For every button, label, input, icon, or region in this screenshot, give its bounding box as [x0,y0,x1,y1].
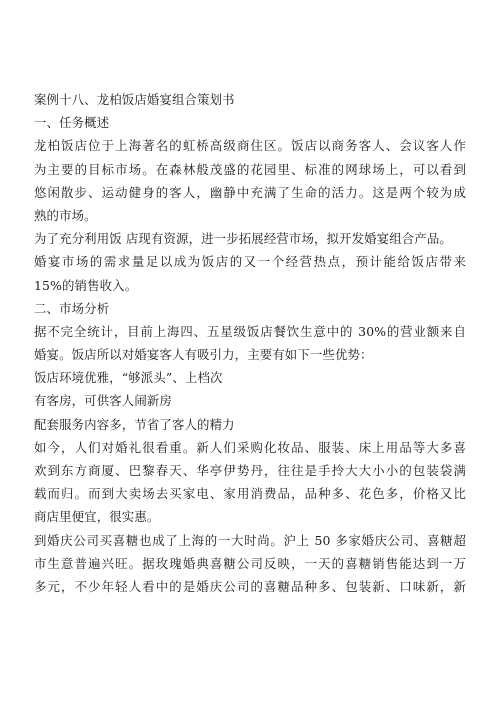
paragraph-line: 欢到东方商厦、巴黎春天、华亭伊势丹，往往是手拎大大小小的包装袋满 [34,463,466,478]
advantage-item: 饭店环境优雅，“够派头”、上档次 [34,370,223,386]
paragraph-line: 如今，人们对婚礼很看重。新人们采购化妆品、服装、床上用品等大多喜 [34,439,466,455]
paragraph-line: 15%的销售收入。 [34,277,138,293]
paragraph-line: 龙柏饭店位于上海著名的虹桥高级商住区。饭店以商务客人、会议客人作 [34,138,466,154]
paragraph-line: 载而归。而到大卖场去买家电、家用消费品，品种多、花色多，价格又比 [34,486,466,502]
document-body [34,88,466,598]
paragraph-line: 为主要的目标市场。在森林般茂盛的花园里、标准的网球场上，可以看到 [34,161,466,177]
paragraph-line: 到婚庆公司买喜糖也成了上海的一大时尚。沪上 50 多家婚庆公司、喜糖超 [34,532,466,548]
section-heading-task-overview: 一、任务概述 [34,115,110,131]
paragraph-line: 悠闲散步、运动健身的客人，幽静中充满了生命的活力。这是两个较为成 [34,184,466,200]
paragraph-line: 婚宴市场的需求量足以成为饭店的又一个经营热点，预计能给饭店带来 [34,254,466,270]
paragraph-line: 多元，不少年轻人看中的是婚庆公司的喜糖品种多、包装新、口味新，新 [34,578,466,594]
paragraph-line: 据不完全统计，目前上海四、五星级饭店餐饮生意中的 30%的营业额来自 [34,323,466,339]
document-title: 案例十八、龙柏饭店婚宴组合策划书 [34,92,235,107]
advantage-item: 配套服务内容多，节省了客人的精力 [34,416,235,432]
paragraph-line: 熟的市场。 [34,207,97,223]
paragraph-line: 婚宴。饭店所以对婚宴客人有吸引力，主要有如下一些优势： [34,347,373,363]
paragraph-line: 为了充分利用饭 店现有资源，进一步拓展经营市场，拟开发婚宴组合产品。 [34,231,452,247]
section-heading-market-analysis: 二、市场分析 [34,300,110,316]
paragraph-line: 市生意普遍兴旺。据玫瑰婚典喜糖公司反映，一天的喜糖销售能达到一万 [34,555,466,571]
advantage-item: 有客房，可供客人闹新房 [34,393,172,409]
paragraph-line: 商店里便宜，很实惠。 [34,509,160,525]
